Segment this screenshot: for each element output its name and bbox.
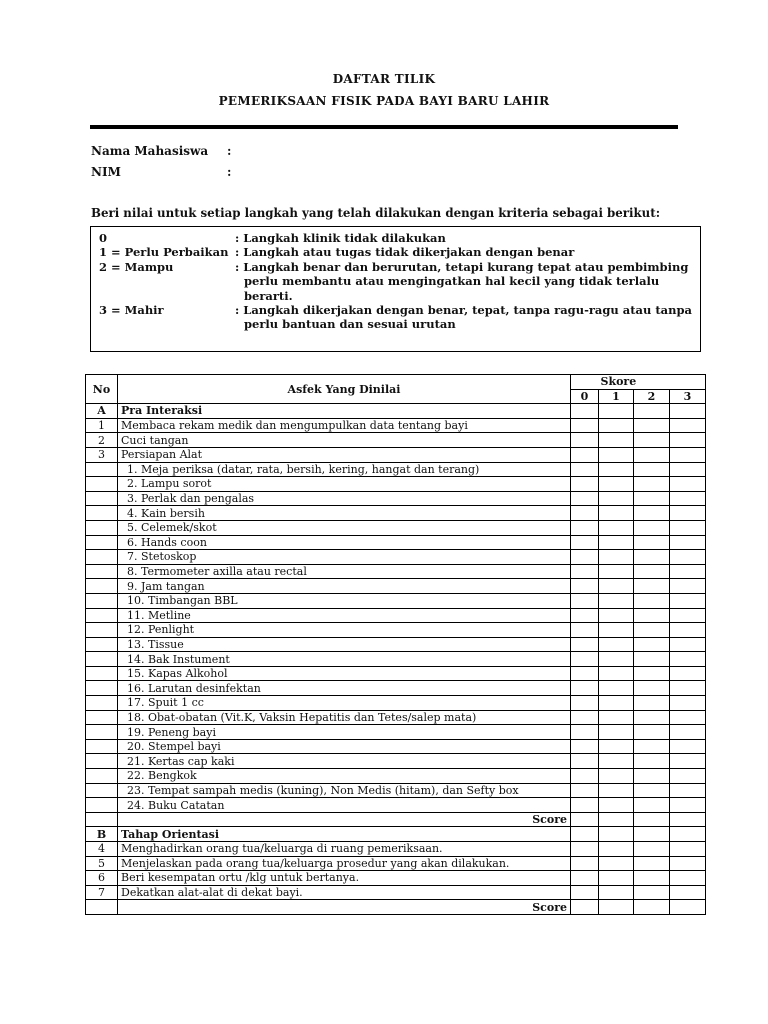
document-title: DAFTAR TILIK <box>332 72 436 86</box>
score-cell-3[interactable] <box>670 506 706 521</box>
table-row <box>86 520 706 535</box>
score-cell-3[interactable] <box>670 564 706 579</box>
score-cell-1[interactable] <box>599 783 634 798</box>
score-total-label: Score <box>118 900 571 915</box>
instruction-text: Beri nilai untuk setiap langkah yang telah dilakukan dengan kriteria sebagai berikut: <box>91 206 661 220</box>
aspect-text: 13. Tissue <box>118 637 571 652</box>
row-number <box>86 593 118 608</box>
score-cell-1[interactable] <box>599 404 634 419</box>
criteria-desc: : Langkah atau tugas tidak dikerjakan dengan benar <box>235 245 575 260</box>
score-cell-2[interactable] <box>634 827 670 842</box>
row-number <box>86 754 118 769</box>
score-cell-1[interactable] <box>599 696 634 711</box>
score-cell-0[interactable] <box>571 827 599 842</box>
score-cell-1[interactable] <box>599 506 634 521</box>
score-col-3: 3 <box>670 389 706 404</box>
column-header-aspect: Asfek Yang Dinilai <box>118 375 571 404</box>
score-cell-1[interactable] <box>599 520 634 535</box>
score-cell-0[interactable] <box>571 433 599 448</box>
table-row <box>86 447 706 462</box>
score-cell-2[interactable] <box>634 520 670 535</box>
table-row <box>86 769 706 784</box>
aspect-text: 8. Termometer axilla atau rectal <box>118 564 571 579</box>
score-cell-0[interactable] <box>571 652 599 667</box>
row-number <box>86 462 118 477</box>
score-cell-0[interactable] <box>571 725 599 740</box>
score-cell-0[interactable] <box>571 769 599 784</box>
score-cell-0[interactable] <box>571 491 599 506</box>
row-number <box>86 637 118 652</box>
score-cell-1[interactable] <box>599 900 634 915</box>
criteria-row <box>99 303 692 332</box>
score-cell-2[interactable] <box>634 725 670 740</box>
score-cell-3[interactable] <box>670 725 706 740</box>
score-cell-3[interactable] <box>670 447 706 462</box>
checklist-table <box>85 374 706 915</box>
score-cell-2[interactable] <box>634 535 670 550</box>
score-cell-3[interactable] <box>670 885 706 900</box>
table-row <box>86 579 706 594</box>
title-divider <box>90 125 678 129</box>
score-cell-0[interactable] <box>571 739 599 754</box>
score-cell-1[interactable] <box>599 769 634 784</box>
score-cell-2[interactable] <box>634 798 670 813</box>
aspect-text: 5. Celemek/skot <box>118 520 571 535</box>
table-row <box>86 783 706 798</box>
score-cell-1[interactable] <box>599 491 634 506</box>
criteria-row <box>99 231 692 245</box>
score-cell-2[interactable] <box>634 681 670 696</box>
aspect-text: 18. Obat-obatan (Vit.K, Vaksin Hepatitis dan Tetes/salep mata) <box>118 710 571 725</box>
score-cell-1[interactable] <box>599 725 634 740</box>
column-header-score: Skore <box>599 375 706 390</box>
score-cell-1[interactable] <box>599 681 634 696</box>
score-cell-0[interactable] <box>571 535 599 550</box>
table-row <box>86 871 706 886</box>
row-number <box>86 783 118 798</box>
score-cell-1[interactable] <box>599 477 634 492</box>
score-cell-2[interactable] <box>634 418 670 433</box>
table-row <box>86 623 706 638</box>
score-cell-2[interactable] <box>634 593 670 608</box>
score-cell-0[interactable] <box>571 477 599 492</box>
table-row <box>86 477 706 492</box>
score-cell-3[interactable] <box>670 666 706 681</box>
score-cell-2[interactable] <box>634 477 670 492</box>
score-cell-0[interactable] <box>571 856 599 871</box>
score-cell-3[interactable] <box>670 812 706 827</box>
criteria-box <box>90 226 701 352</box>
row-number <box>86 623 118 638</box>
section-row <box>86 827 706 842</box>
criteria-desc: : Langkah klinik tidak dilakukan <box>235 231 446 245</box>
row-number <box>86 506 118 521</box>
score-cell-3[interactable] <box>670 550 706 565</box>
section-row <box>86 404 706 419</box>
score-cell-2[interactable] <box>634 856 670 871</box>
row-number: 3 <box>86 447 118 462</box>
table-row <box>86 652 706 667</box>
table-row <box>86 710 706 725</box>
aspect-text: 1. Meja periksa (datar, rata, bersih, kering, hangat dan terang) <box>118 462 571 477</box>
score-cell-0[interactable] <box>571 623 599 638</box>
score-cell-2[interactable] <box>634 550 670 565</box>
checklist-body <box>86 404 706 915</box>
row-number <box>86 477 118 492</box>
table-row <box>86 681 706 696</box>
aspect-text: Beri kesempatan ortu /klg untuk bertanya. <box>118 871 571 886</box>
score-cell-2[interactable] <box>634 769 670 784</box>
student-id-colon: : <box>227 165 232 179</box>
score-cell-0[interactable] <box>571 681 599 696</box>
row-number <box>86 579 118 594</box>
row-number <box>86 564 118 579</box>
score-cell-1[interactable] <box>599 447 634 462</box>
row-number <box>86 652 118 667</box>
score-cell-0[interactable] <box>571 666 599 681</box>
score-cell-3[interactable] <box>670 798 706 813</box>
score-cell-0[interactable] <box>571 447 599 462</box>
row-number: 4 <box>86 842 118 857</box>
score-cell-3[interactable] <box>670 491 706 506</box>
score-cell-0[interactable] <box>571 579 599 594</box>
score-cell-2[interactable] <box>634 783 670 798</box>
score-cell-3[interactable] <box>670 754 706 769</box>
score-cell-1[interactable] <box>599 842 634 857</box>
row-number <box>86 550 118 565</box>
score-cell-2[interactable] <box>634 491 670 506</box>
score-cell-2[interactable] <box>634 900 670 915</box>
aspect-text: 11. Metline <box>118 608 571 623</box>
score-cell-2[interactable] <box>634 433 670 448</box>
row-number <box>86 798 118 813</box>
score-cell-3[interactable] <box>670 433 706 448</box>
aspect-text: 22. Bengkok <box>118 769 571 784</box>
table-row <box>86 739 706 754</box>
aspect-text: 24. Buku Catatan <box>118 798 571 813</box>
row-number <box>86 491 118 506</box>
score-cell-0[interactable] <box>571 593 599 608</box>
score-cell-0[interactable] <box>571 550 599 565</box>
score-cell-1[interactable] <box>599 579 634 594</box>
score-cell-2[interactable] <box>634 637 670 652</box>
table-row <box>86 462 706 477</box>
row-number <box>86 812 118 827</box>
score-cell-0[interactable] <box>571 885 599 900</box>
aspect-text: Menjelaskan pada orang tua/keluarga prosedur yang akan dilakukan. <box>118 856 571 871</box>
table-row <box>86 842 706 857</box>
score-cell-0[interactable] <box>571 812 599 827</box>
score-cell-0[interactable] <box>571 754 599 769</box>
score-cell-3[interactable] <box>670 739 706 754</box>
table-row <box>86 506 706 521</box>
table-row <box>86 885 706 900</box>
score-cell-1[interactable] <box>599 856 634 871</box>
row-number: 5 <box>86 856 118 871</box>
score-cell-1[interactable] <box>599 550 634 565</box>
aspect-text: Dekatkan alat-alat di dekat bayi. <box>118 885 571 900</box>
aspect-text: Menghadirkan orang tua/keluarga di ruang pemeriksaan. <box>118 842 571 857</box>
criteria-key: 3 = Mahir <box>99 303 164 318</box>
score-cell-1[interactable] <box>599 812 634 827</box>
student-name-field <box>91 144 231 158</box>
score-cell-1[interactable] <box>599 652 634 667</box>
score-cell-1[interactable] <box>599 827 634 842</box>
score-cell-1[interactable] <box>599 754 634 769</box>
section-title: Tahap Orientasi <box>118 827 571 842</box>
aspect-text: 21. Kertas cap kaki <box>118 754 571 769</box>
aspect-text: Persiapan Alat <box>118 447 571 462</box>
score-header-spacer <box>571 375 599 390</box>
student-id-label: NIM <box>91 165 121 179</box>
score-cell-1[interactable] <box>599 462 634 477</box>
score-cell-3[interactable] <box>670 637 706 652</box>
score-cell-2[interactable] <box>634 564 670 579</box>
score-cell-3[interactable] <box>670 579 706 594</box>
score-cell-3[interactable] <box>670 681 706 696</box>
criteria-key: 1 = Perlu Perbaikan <box>99 245 229 260</box>
table-row <box>86 696 706 711</box>
score-cell-1[interactable] <box>599 637 634 652</box>
score-cell-2[interactable] <box>634 404 670 419</box>
aspect-text: 12. Penlight <box>118 623 571 638</box>
student-id-field <box>91 165 231 179</box>
aspect-text: 20. Stempel bayi <box>118 739 571 754</box>
score-cell-0[interactable] <box>571 696 599 711</box>
score-cell-1[interactable] <box>599 623 634 638</box>
score-cell-1[interactable] <box>599 885 634 900</box>
row-number: 1 <box>86 418 118 433</box>
row-number: B <box>86 827 118 842</box>
document-subtitle: PEMERIKSAAN FISIK PADA BAYI BARU LAHIR <box>218 94 550 108</box>
score-col-1: 1 <box>599 389 634 404</box>
score-cell-0[interactable] <box>571 900 599 915</box>
score-cell-2[interactable] <box>634 447 670 462</box>
score-cell-3[interactable] <box>670 418 706 433</box>
aspect-text: 17. Spuit 1 cc <box>118 696 571 711</box>
row-number: 6 <box>86 871 118 886</box>
score-cell-1[interactable] <box>599 593 634 608</box>
score-cell-3[interactable] <box>670 769 706 784</box>
score-row <box>86 812 706 827</box>
score-cell-1[interactable] <box>599 871 634 886</box>
score-cell-3[interactable] <box>670 871 706 886</box>
row-number: A <box>86 404 118 419</box>
aspect-text: 23. Tempat sampah medis (kuning), Non Medis (hitam), dan Sefty box <box>118 783 571 798</box>
score-cell-3[interactable] <box>670 623 706 638</box>
table-row <box>86 550 706 565</box>
score-cell-1[interactable] <box>599 608 634 623</box>
table-row <box>86 433 706 448</box>
criteria-row <box>99 245 692 259</box>
score-cell-2[interactable] <box>634 812 670 827</box>
criteria-row <box>99 260 692 303</box>
aspect-text: 2. Lampu sorot <box>118 477 571 492</box>
score-cell-2[interactable] <box>634 710 670 725</box>
aspect-text: 10. Timbangan BBL <box>118 593 571 608</box>
score-cell-2[interactable] <box>634 842 670 857</box>
score-cell-0[interactable] <box>571 871 599 886</box>
aspect-text: 7. Stetoskop <box>118 550 571 565</box>
score-cell-1[interactable] <box>599 433 634 448</box>
score-cell-2[interactable] <box>634 652 670 667</box>
aspect-text: 16. Larutan desinfektan <box>118 681 571 696</box>
row-number <box>86 900 118 915</box>
score-cell-0[interactable] <box>571 710 599 725</box>
row-number <box>86 739 118 754</box>
score-cell-1[interactable] <box>599 798 634 813</box>
aspect-text: 14. Bak Instument <box>118 652 571 667</box>
score-cell-1[interactable] <box>599 535 634 550</box>
score-cell-3[interactable] <box>670 535 706 550</box>
score-cell-2[interactable] <box>634 666 670 681</box>
score-cell-3[interactable] <box>670 462 706 477</box>
score-cell-0[interactable] <box>571 608 599 623</box>
row-number: 7 <box>86 885 118 900</box>
score-total-label: Score <box>118 812 571 827</box>
table-row <box>86 666 706 681</box>
row-number: 2 <box>86 433 118 448</box>
student-name-label: Nama Mahasiswa <box>91 144 209 158</box>
table-row <box>86 608 706 623</box>
score-cell-0[interactable] <box>571 783 599 798</box>
table-row <box>86 754 706 769</box>
row-number <box>86 608 118 623</box>
criteria-desc: : Langkah dikerjakan dengan benar, tepat, tanpa ragu-ragu atau tanpa perlu bantuan dan sesuai urutan <box>235 303 692 332</box>
score-cell-2[interactable] <box>634 696 670 711</box>
table-row <box>86 564 706 579</box>
table-row <box>86 856 706 871</box>
criteria-desc: : Langkah benar dan berurutan, tetapi kurang tepat atau pembimbing perlu membantu atau mengingatkan hal kecil yang tidak terlalu berarti. <box>235 259 689 303</box>
student-name-colon: : <box>227 144 232 158</box>
score-cell-3[interactable] <box>670 900 706 915</box>
aspect-text: 3. Perlak dan pengalas <box>118 491 571 506</box>
score-cell-0[interactable] <box>571 462 599 477</box>
table-row <box>86 725 706 740</box>
score-cell-3[interactable] <box>670 856 706 871</box>
score-cell-2[interactable] <box>634 462 670 477</box>
aspect-text: 15. Kapas Alkohol <box>118 666 571 681</box>
score-cell-0[interactable] <box>571 520 599 535</box>
score-cell-3[interactable] <box>670 477 706 492</box>
score-cell-2[interactable] <box>634 739 670 754</box>
score-cell-2[interactable] <box>634 623 670 638</box>
aspect-text: 19. Peneng bayi <box>118 725 571 740</box>
score-cell-2[interactable] <box>634 579 670 594</box>
row-number <box>86 725 118 740</box>
table-row <box>86 637 706 652</box>
score-cell-0[interactable] <box>571 404 599 419</box>
row-number <box>86 696 118 711</box>
score-col-0: 0 <box>571 389 599 404</box>
table-row <box>86 798 706 813</box>
criteria-key: 2 = Mampu <box>99 259 174 274</box>
score-cell-1[interactable] <box>599 564 634 579</box>
criteria-key: 0 <box>99 231 108 245</box>
score-cell-2[interactable] <box>634 871 670 886</box>
score-cell-2[interactable] <box>634 608 670 623</box>
score-row <box>86 900 706 915</box>
score-cell-3[interactable] <box>670 593 706 608</box>
score-cell-3[interactable] <box>670 608 706 623</box>
row-number <box>86 710 118 725</box>
table-row <box>86 418 706 433</box>
aspect-text: Membaca rekam medik dan mengumpulkan data tentang bayi <box>118 418 571 433</box>
row-number <box>86 666 118 681</box>
row-number <box>86 681 118 696</box>
score-col-2: 2 <box>634 389 670 404</box>
section-title: Pra Interaksi <box>118 404 571 419</box>
score-cell-3[interactable] <box>670 710 706 725</box>
score-cell-0[interactable] <box>571 506 599 521</box>
column-header-no: No <box>86 375 118 404</box>
row-number <box>86 535 118 550</box>
score-cell-0[interactable] <box>571 637 599 652</box>
score-cell-3[interactable] <box>670 652 706 667</box>
table-row <box>86 491 706 506</box>
score-cell-2[interactable] <box>634 885 670 900</box>
score-cell-3[interactable] <box>670 696 706 711</box>
score-cell-3[interactable] <box>670 520 706 535</box>
row-number <box>86 520 118 535</box>
score-cell-3[interactable] <box>670 404 706 419</box>
score-cell-0[interactable] <box>571 798 599 813</box>
score-cell-3[interactable] <box>670 827 706 842</box>
score-cell-1[interactable] <box>599 418 634 433</box>
score-cell-2[interactable] <box>634 506 670 521</box>
row-number <box>86 769 118 784</box>
score-cell-0[interactable] <box>571 418 599 433</box>
score-cell-0[interactable] <box>571 842 599 857</box>
score-cell-0[interactable] <box>571 564 599 579</box>
table-row <box>86 535 706 550</box>
score-cell-3[interactable] <box>670 783 706 798</box>
score-cell-3[interactable] <box>670 842 706 857</box>
aspect-text: 9. Jam tangan <box>118 579 571 594</box>
aspect-text: 4. Kain bersih <box>118 506 571 521</box>
aspect-text: 6. Hands coon <box>118 535 571 550</box>
score-cell-1[interactable] <box>599 666 634 681</box>
aspect-text: Cuci tangan <box>118 433 571 448</box>
score-cell-2[interactable] <box>634 754 670 769</box>
table-row <box>86 593 706 608</box>
score-cell-1[interactable] <box>599 739 634 754</box>
score-cell-1[interactable] <box>599 710 634 725</box>
